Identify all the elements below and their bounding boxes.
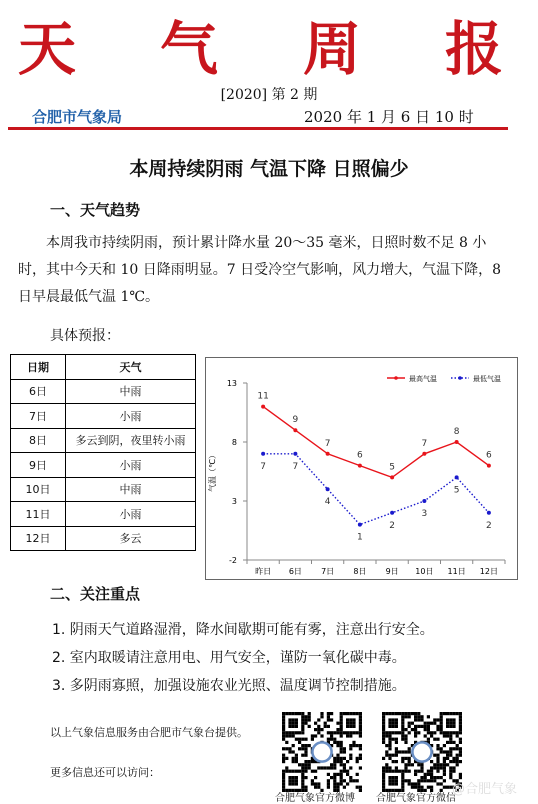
data-point — [390, 511, 394, 515]
data-point — [422, 499, 426, 503]
legend-label: 最低气温 — [473, 375, 501, 383]
header-date: 日期 — [11, 355, 66, 380]
data-label: 5 — [389, 462, 395, 473]
weibo-qr-code[interactable] — [282, 712, 362, 792]
masthead-char-3: 周 — [303, 15, 362, 83]
organization-name: 合肥市气象局 — [32, 108, 123, 126]
y-tick-label: 3 — [231, 497, 237, 506]
chart-frame — [206, 358, 518, 580]
row-date: 10日 — [11, 477, 66, 502]
data-label: 2 — [389, 520, 395, 531]
legend-label: 最高气温 — [409, 375, 437, 383]
data-point — [487, 464, 491, 468]
footer-service-note: 以上气象信息服务由合肥市气象台提供。 — [50, 726, 248, 739]
x-tick-label: 12日 — [479, 567, 498, 576]
legend-marker — [394, 376, 398, 380]
masthead-char-2: 气 — [160, 15, 219, 83]
section-weather-trend-title: 一、天气趋势 — [50, 201, 141, 219]
row-date: 6日 — [11, 379, 66, 404]
table-row — [11, 379, 196, 404]
row-date: 12日 — [11, 526, 66, 551]
row-date: 8日 — [11, 428, 66, 453]
table-row — [11, 477, 196, 502]
row-weather: 中雨 — [66, 379, 196, 404]
row-date: 7日 — [11, 404, 66, 429]
weibo-qr-caption: 合肥气象官方微博 — [275, 793, 355, 804]
row-date: 9日 — [11, 453, 66, 478]
row-weather: 多云 — [66, 526, 196, 551]
issue-number: [2020] 第 2 期 — [220, 87, 318, 103]
data-point — [487, 511, 491, 515]
table-row — [11, 453, 196, 478]
temperature-chart — [205, 357, 518, 580]
table-header-row — [11, 355, 196, 380]
wechat-qr-code[interactable] — [382, 712, 462, 792]
data-point — [261, 405, 265, 409]
y-tick-label: -2 — [229, 556, 237, 565]
forecast-table — [10, 354, 196, 551]
x-tick-label: 9日 — [385, 567, 399, 576]
table-row — [11, 502, 196, 527]
data-label: 7 — [324, 438, 331, 449]
masthead-char-4: 报 — [445, 15, 504, 83]
key-point-1: 1. 阴雨天气道路湿滑，降水间歇期可能有雾，注意出行安全。 — [52, 622, 434, 638]
data-point — [293, 452, 297, 456]
data-label: 6 — [486, 450, 492, 461]
x-tick-label: 11日 — [447, 567, 466, 576]
data-point — [358, 523, 362, 527]
x-tick-label: 7日 — [321, 567, 335, 576]
data-label: 2 — [486, 520, 492, 531]
data-point — [261, 452, 265, 456]
y-tick-label: 13 — [226, 379, 237, 388]
data-point — [422, 452, 426, 456]
qr-logo-icon — [412, 742, 431, 761]
data-label: 6 — [357, 450, 363, 461]
data-point — [326, 487, 330, 491]
data-point — [293, 428, 297, 432]
data-label: 7 — [292, 461, 299, 472]
x-tick-label: 10日 — [415, 567, 434, 576]
x-tick-label: 6日 — [288, 567, 302, 576]
data-label: 11 — [257, 391, 269, 402]
data-label: 7 — [421, 438, 428, 449]
row-weather: 小雨 — [66, 404, 196, 429]
publish-date: 2020 年 1 月 6 日 10 时 — [304, 108, 474, 126]
data-point — [390, 475, 394, 479]
masthead — [0, 0, 538, 83]
row-weather: 中雨 — [66, 477, 196, 502]
x-tick-label: 昨日 — [255, 567, 272, 576]
data-label: 1 — [357, 532, 363, 543]
data-point — [326, 452, 330, 456]
header-rule — [8, 127, 508, 130]
row-date: 11日 — [11, 502, 66, 527]
table-row — [11, 404, 196, 429]
watermark: @合肥气象 — [452, 782, 518, 797]
row-weather: 多云到阴，夜里转小雨 — [66, 428, 196, 453]
wechat-qr-caption: 合肥气象官方微信 — [376, 793, 456, 804]
data-point — [455, 440, 459, 444]
data-point — [455, 475, 459, 479]
forecast-label: 具体预报： — [50, 328, 120, 344]
y-tick-label: 8 — [231, 438, 237, 447]
weather-trend-paragraph: 本周我市持续阴雨，预计累计降水量 20～35 毫米，日照时数不足 8 小时，其中今天和 10 日降雨明显。7 日受冷空气影响，风力增大，气温下降，8 日早晨最低气温 1℃。 — [18, 235, 501, 305]
data-label: 3 — [421, 509, 428, 519]
table-row — [11, 428, 196, 453]
row-weather: 小雨 — [66, 453, 196, 478]
header-weather: 天气 — [66, 355, 196, 380]
data-point — [358, 464, 362, 468]
row-weather: 小雨 — [66, 502, 196, 527]
data-label: 4 — [324, 497, 331, 508]
data-label: 7 — [260, 461, 266, 472]
headline: 本周持续阴雨 气温下降 日照偏少 — [129, 158, 409, 180]
qr-logo-icon — [312, 742, 331, 761]
data-label: 9 — [292, 415, 299, 426]
section-key-points-title: 二、关注重点 — [50, 585, 141, 603]
x-tick-label: 8日 — [353, 567, 367, 576]
y-axis-label: 气温（℃） — [208, 451, 217, 492]
legend-marker — [458, 376, 462, 380]
key-point-3: 3. 多阴雨寡照，加强设施农业光照、温度调节控制措施。 — [52, 678, 406, 694]
data-label: 5 — [453, 485, 460, 496]
key-point-2: 2. 室内取暖请注意用电、用气安全，谨防一氧化碳中毒。 — [52, 650, 406, 666]
footer-visit-note: 更多信息还可以访问： — [50, 766, 160, 779]
table-row — [11, 526, 196, 551]
masthead-char-1: 天 — [18, 15, 77, 83]
data-label: 8 — [453, 427, 460, 437]
